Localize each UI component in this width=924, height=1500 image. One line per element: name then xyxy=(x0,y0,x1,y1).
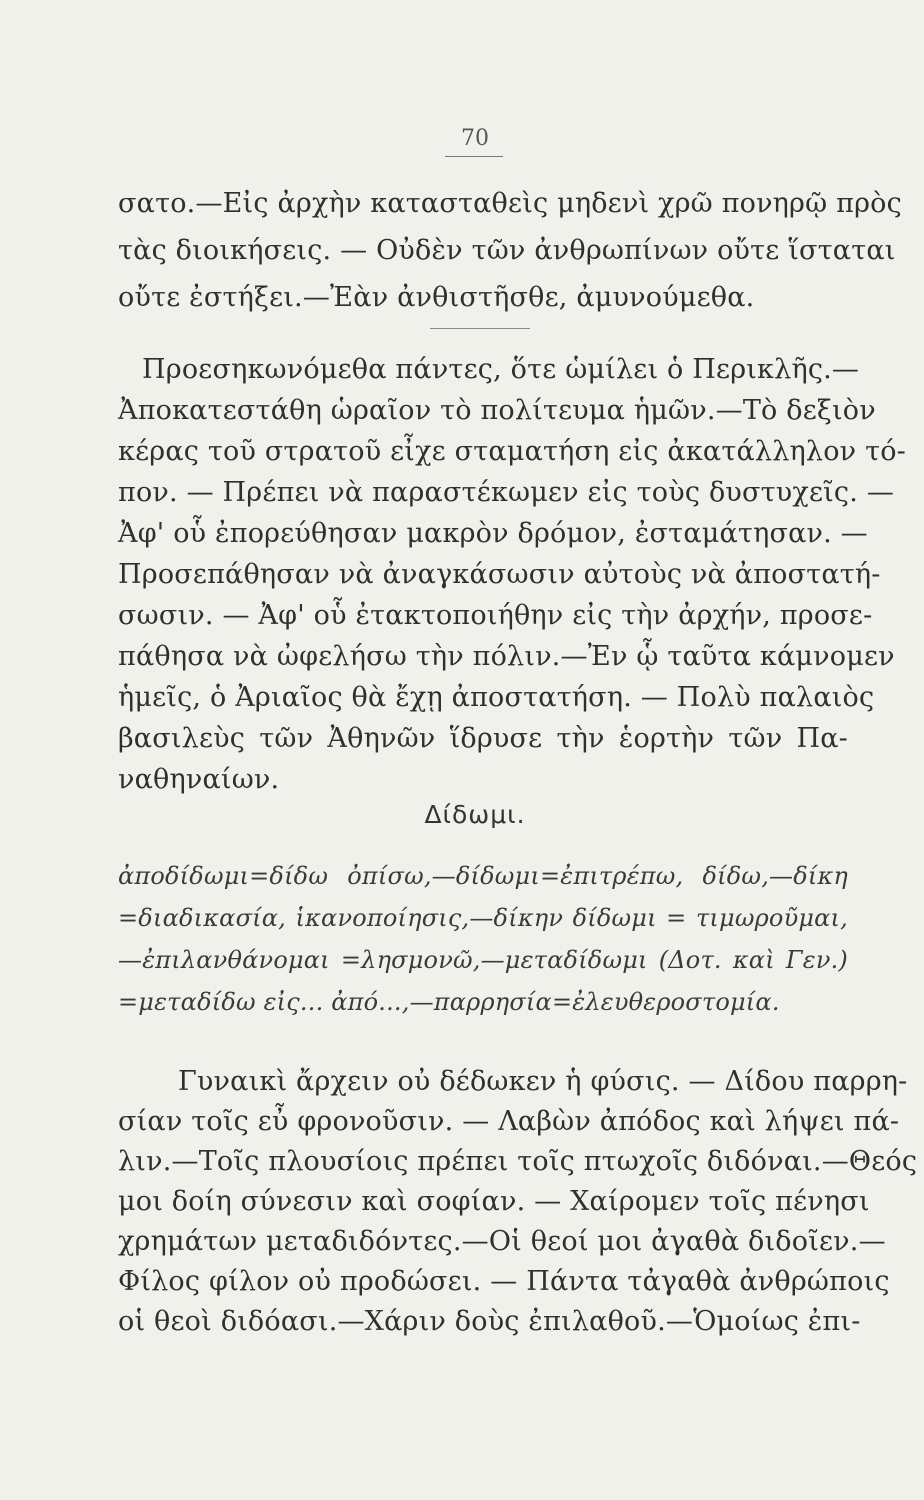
text-line: Γυναικὶ ἄρχειν οὐ δέδωκεν ἡ φύσις. — Δίδου παρρη- xyxy=(178,1066,908,1097)
gloss-line: ἀποδίδωμι=δίδω ὀπίσω,—δίδωμι=ἐπιτρέπω, δίδω,—δίκη xyxy=(118,862,848,890)
text-line: ναθηναίων. xyxy=(118,764,280,795)
text-line: Ἀποκατεστάθη ὡραῖον τὸ πολίτευμα ἡμῶν.—Τὸ δεξιὸν xyxy=(118,395,876,426)
text-line: κέρας τοῦ στρατοῦ εἶχε σταματήση εἰς ἀκατάλληλον τό- xyxy=(118,436,906,467)
text-line: Φίλος φίλον οὐ προδώσει. — Πάντα τἀγαθὰ ἀνθρώποις xyxy=(118,1266,890,1297)
page-number: 70 xyxy=(461,126,489,151)
gloss-line: —ἐπιλανθάνομαι =λησμονῶ,—μεταδίδωμι (Δοτ. καὶ Γεν.) xyxy=(118,946,848,974)
text-line: βασιλεὺς τῶν Ἀθηνῶν ἵδρυσε τὴν ἑορτὴν τῶν Πα- xyxy=(118,723,848,754)
text-line: οἱ θεοὶ διδόασι.—Χάριν δοὺς ἐπιλαθοῦ.—Ὁμοίως ἐπι- xyxy=(118,1306,861,1337)
text-line: Προσεπάθησαν νὰ ἀναγκάσωσιν αὐτοὺς νὰ ἀποστατή- xyxy=(118,559,881,590)
text-line: ἡμεῖς, ὁ Ἀριαῖος θὰ ἔχῃ ἀποστατήση. — Πολὺ παλαιὸς xyxy=(118,682,875,713)
text-line: πον. — Πρέπει νὰ παραστέκωμεν εἰς τοὺς δυστυχεῖς. — xyxy=(118,477,895,508)
section-divider xyxy=(430,328,530,329)
text-line: σατο.—Εἰς ἀρχὴν κατασταθεὶς μηδενὶ χρῶ πονηρῷ πρὸς xyxy=(118,188,902,219)
text-line: μοι δοίη σύνεσιν καὶ σοφίαν. — Χαίρομεν τοῖς πένησι xyxy=(118,1186,870,1217)
text-line: σωσιν. — Ἀφ' οὗ ἐτακτοποιήθην εἰς τὴν ἀρχήν, προσε- xyxy=(118,600,873,631)
text-line: οὔτε ἐστήξει.—Ἐὰν ἀνθιστῆσθε, ἀμυνούμεθα. xyxy=(118,282,755,313)
text-line: σίαν τοῖς εὖ φρονοῦσιν. — Λαβὼν ἀπόδος καὶ λήψει πά- xyxy=(118,1106,900,1137)
gloss-line: =διαδικασία, ἱκανοποίησις,—δίκην δίδωμι = τιμωροῦμαι, xyxy=(118,904,848,932)
text-line: Ἀφ' οὗ ἐπορεύθησαν μακρὸν δρόμον, ἐσταμάτησαν. — xyxy=(118,518,868,549)
text-line: λιν.—Τοῖς πλουσίοις πρέπει τοῖς πτωχοῖς διδόναι.—Θεός xyxy=(118,1146,918,1177)
gloss-line: =μεταδίδω εἰς... ἀπό...,—παρρησία=ἐλευθεροστομία. xyxy=(118,988,780,1016)
text-line: τὰς διοικήσεις. — Οὐδὲν τῶν ἀνθρωπίνων οὔτε ἵσταται xyxy=(118,235,896,266)
section-heading: Δίδωμι. xyxy=(424,800,526,829)
text-line: πάθησα νὰ ὠφελήσω τὴν πόλιν.—Ἐν ᾧ ταῦτα κάμνομεν xyxy=(118,641,895,672)
page-number-underline xyxy=(445,156,503,157)
text-line: Προεσηκωνόμεθα πάντες, ὅτε ὡμίλει ὁ Περικλῆς.— xyxy=(142,354,860,385)
text-line: χρημάτων μεταδιδόντες.—Οἱ θεοί μοι ἀγαθὰ διδοῖεν.— xyxy=(118,1226,886,1257)
